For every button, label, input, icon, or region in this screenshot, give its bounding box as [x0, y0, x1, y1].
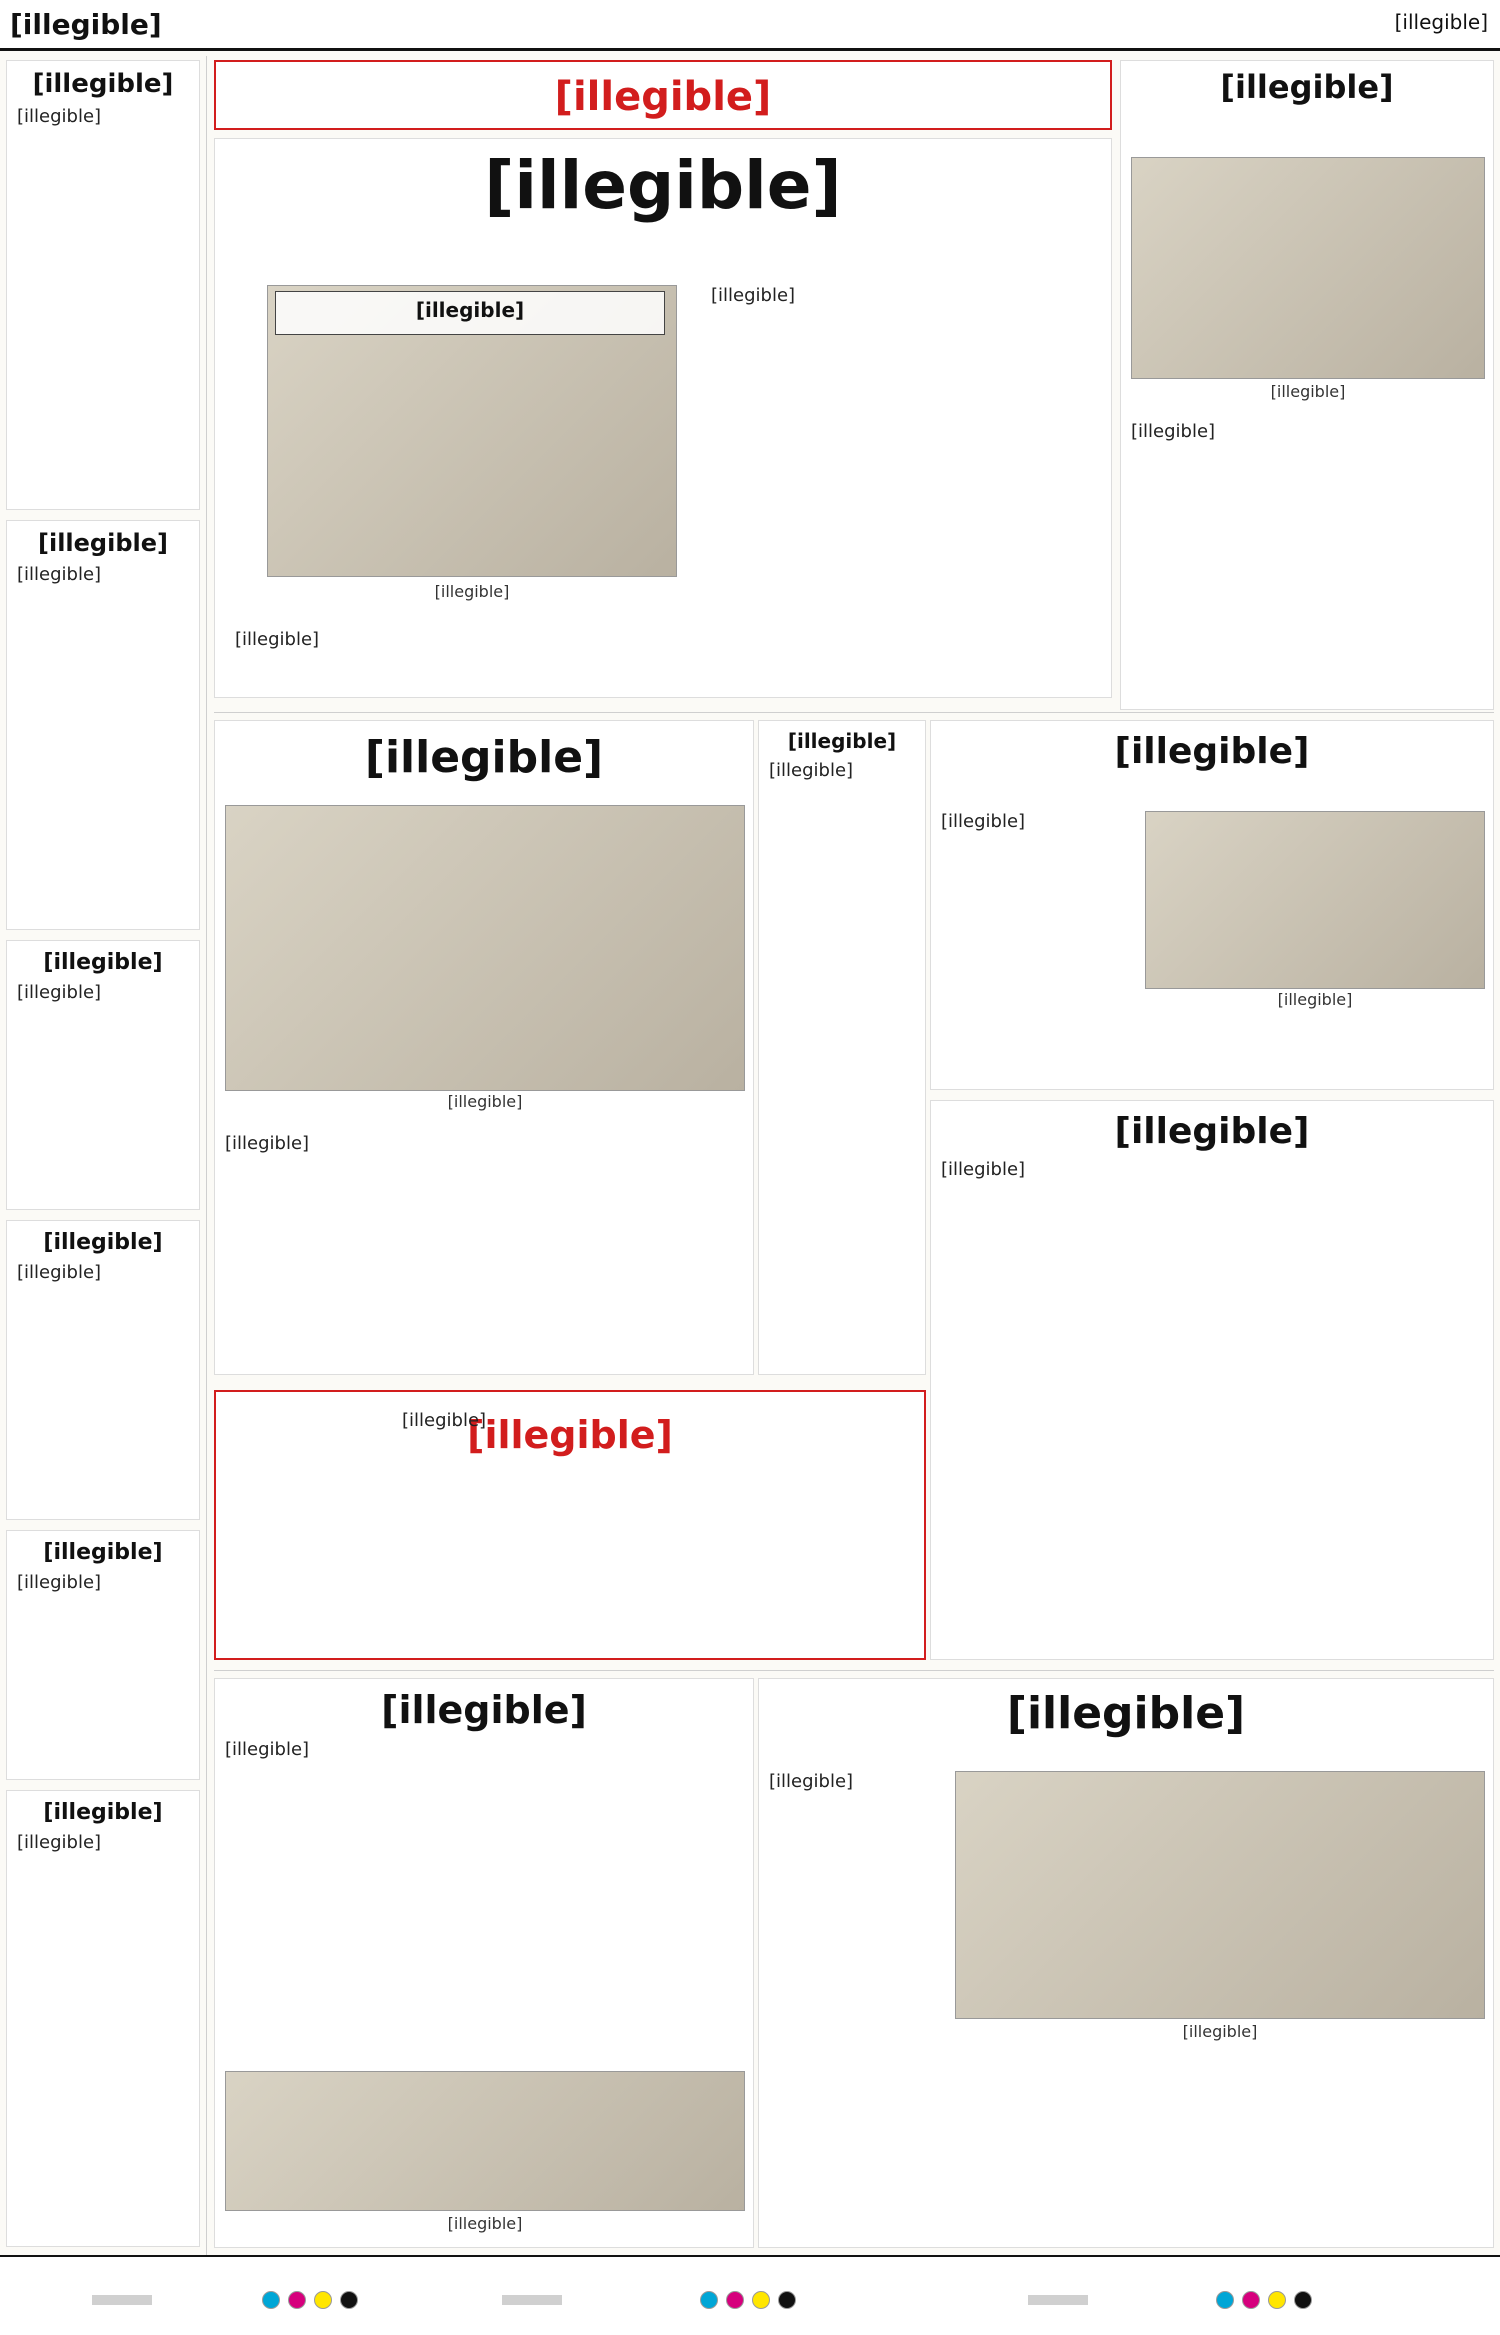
left-story-5 [6, 1530, 200, 1780]
bottom-left-photo-caption: [illegible] [447, 2214, 523, 2233]
left-story-2-body: [illegible] [17, 564, 102, 586]
left-story-1-body: [illegible] [17, 106, 102, 128]
registration-mark [502, 2295, 562, 2305]
mid-center-body: [illegible] [769, 760, 854, 781]
bottom-right-body: [illegible] [769, 1771, 854, 1792]
mid-left-story [214, 720, 754, 1375]
right-top-body: [illegible] [1131, 421, 1216, 442]
bottom-right-photo-caption: [illegible] [1182, 2022, 1258, 2041]
left-story-3-body: [illegible] [17, 982, 102, 1004]
bottom-left-headline: [illegible] [381, 1688, 587, 1732]
right-top-photo-caption: [illegible] [1270, 382, 1346, 401]
mid-center-headline: [illegible] [787, 729, 897, 753]
mid-right-photo [1145, 811, 1485, 989]
magenta-swatch [288, 2291, 306, 2309]
registration-mark [1028, 2295, 1088, 2305]
lead-story [214, 138, 1112, 698]
left-story-3 [6, 940, 200, 1210]
cmyk-swatches-3 [1216, 2291, 1312, 2309]
mid-left-body: [illegible] [225, 1133, 310, 1154]
lead-banner-text: [illegible] [554, 74, 772, 120]
mid-center-story [758, 720, 926, 1375]
magenta-swatch [1242, 2291, 1260, 2309]
registration-mark [92, 2295, 152, 2305]
lead-sub-box-text: [illegible] [415, 298, 525, 322]
lead-body-left: [illegible] [235, 629, 320, 650]
left-story-6-body: [illegible] [17, 1832, 102, 1854]
left-story-4-headline: [illegible] [43, 1230, 163, 1255]
section-divider-1 [214, 712, 1494, 713]
left-story-4 [6, 1220, 200, 1520]
mid-right-story [930, 720, 1494, 1090]
lower-right-body: [illegible] [941, 1158, 1026, 1180]
left-story-2-headline: [illegible] [38, 529, 168, 557]
lead-body-right: [illegible] [711, 285, 796, 306]
lower-right-story [930, 1100, 1494, 1660]
left-story-3-headline: [illegible] [43, 950, 163, 975]
left-story-2 [6, 520, 200, 930]
page-header-right: [illegible] [1394, 10, 1488, 34]
mid-right-headline: [illegible] [1114, 731, 1310, 772]
mid-left-photo-caption: [illegible] [447, 1092, 523, 1111]
yellow-swatch [1268, 2291, 1286, 2309]
cmyk-swatches-1 [262, 2291, 358, 2309]
yellow-swatch [314, 2291, 332, 2309]
right-top-story [1120, 60, 1494, 710]
lead-banner [214, 60, 1112, 130]
mid-left-photo [225, 805, 745, 1091]
bottom-left-photo [225, 2071, 745, 2211]
lead-photo-caption: [illegible] [434, 582, 510, 601]
cyan-swatch [700, 2291, 718, 2309]
left-story-6 [6, 1790, 200, 2247]
cyan-swatch [262, 2291, 280, 2309]
lead-sub-box [275, 291, 665, 335]
page-header [0, 0, 1500, 51]
black-swatch [340, 2291, 358, 2309]
black-swatch [778, 2291, 796, 2309]
right-top-headline: [illegible] [1220, 68, 1394, 106]
lead-headline: [illegible] [484, 147, 842, 224]
left-story-5-body: [illegible] [17, 1572, 102, 1594]
section-divider-2 [214, 1670, 1494, 1671]
boxed-demand-body: [illegible] [402, 1410, 487, 1431]
boxed-demand-headline: [illegible] [467, 1413, 673, 1457]
page-header-left: [illegible] [10, 8, 162, 41]
bottom-right-photo [955, 1771, 1485, 2019]
bottom-left-body: [illegible] [225, 1738, 310, 1760]
cyan-swatch [1216, 2291, 1234, 2309]
boxed-demand-story [214, 1390, 926, 1660]
bottom-right-headline: [illegible] [1006, 1688, 1246, 1739]
left-story-1 [6, 60, 200, 510]
mid-right-photo-caption: [illegible] [1277, 990, 1353, 1009]
left-story-1-headline: [illegible] [32, 69, 174, 99]
magenta-swatch [726, 2291, 744, 2309]
cmyk-swatches-2 [700, 2291, 796, 2309]
left-story-5-headline: [illegible] [43, 1540, 163, 1565]
black-swatch [1294, 2291, 1312, 2309]
left-story-4-body: [illegible] [17, 1262, 102, 1284]
lower-right-headline: [illegible] [1114, 1111, 1310, 1152]
left-story-6-headline: [illegible] [43, 1800, 163, 1825]
page-footer [0, 2255, 1500, 2335]
bottom-left-story [214, 1678, 754, 2248]
yellow-swatch [752, 2291, 770, 2309]
mid-right-body: [illegible] [941, 811, 1026, 832]
column-divider [206, 56, 207, 2257]
mid-left-headline: [illegible] [364, 732, 604, 783]
bottom-right-story [758, 1678, 1494, 2248]
right-top-photo [1131, 157, 1485, 379]
